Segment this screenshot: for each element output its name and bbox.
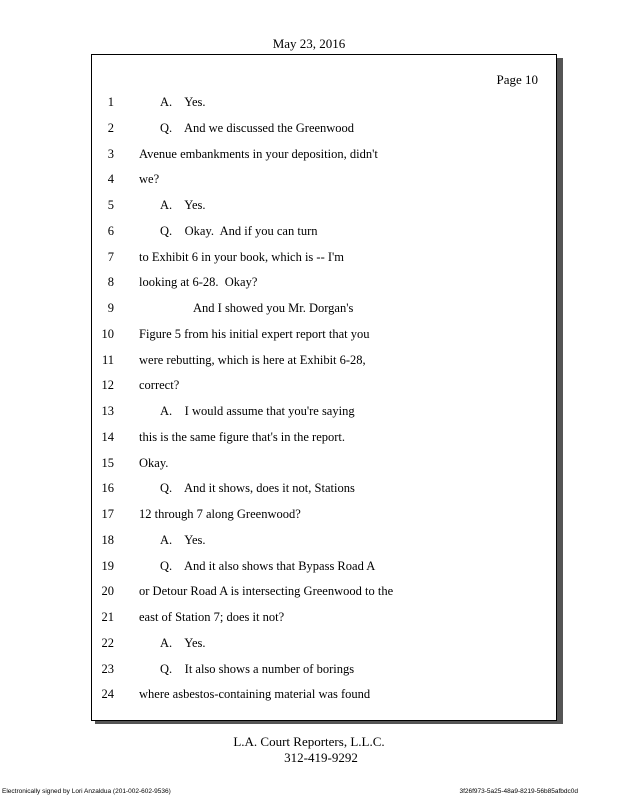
transcript-line [0,684,618,704]
line-text: Okay. [139,455,169,470]
line-number: 13 [101,404,114,418]
transcript-line [0,427,618,447]
line-number: 9 [107,301,114,315]
transcript-line [0,375,618,395]
footer-phone: 312-419-9292 [284,750,358,765]
line-number: 5 [107,198,114,212]
line-number: 2 [107,120,114,135]
footer-firm-name: L.A. Court Reporters, L.L.C. [233,734,385,749]
line-text: A. Yes. [160,635,206,650]
line-text: And I showed you Mr. Dorgan's [193,301,354,315]
line-number: 7 [107,249,114,264]
transcript-line [0,659,618,679]
line-number: 17 [101,507,114,521]
line-number: 10 [101,326,114,341]
line-text: Q. And it shows, does it not, Stations [160,481,355,496]
line-number: 18 [101,532,114,547]
line-text: A. Yes. [160,95,206,109]
document-id: 3f26f973-5a25-48a9-8219-56b85afbdc0d [459,788,578,795]
transcript-line [0,272,618,292]
transcript-line [0,530,618,550]
line-text: Q. Okay. And if you can turn [160,223,318,238]
line-number: 14 [101,429,114,444]
line-text: or Detour Road A is intersecting Greenwood to the [139,584,394,599]
transcript-line [0,478,618,498]
line-text: east of Station 7; does it not? [139,610,285,624]
transcript-line [0,247,618,267]
line-number: 11 [101,352,114,367]
line-number: 12 [101,378,114,393]
line-text: Figure 5 from his initial expert report that you [139,326,370,341]
transcript-line [0,401,618,421]
transcript-line [0,298,618,318]
line-text: looking at 6-28. Okay? [139,275,258,290]
transcript-line [0,633,618,653]
transcript-line [0,118,618,138]
line-text: 12 through 7 along Greenwood? [139,507,301,521]
line-text: A. I would assume that you're saying [160,404,355,418]
line-text: we? [139,172,160,187]
transcript-line [0,221,618,241]
line-text: Avenue embankments in your deposition, didn't [139,146,378,161]
line-number: 20 [101,584,114,599]
line-text: A. Yes. [160,198,206,212]
transcript-line [0,556,618,576]
line-text: A. Yes. [160,532,206,547]
line-text: Q. It also shows a number of borings [160,661,355,676]
transcript-line [0,169,618,189]
transcript-line [0,324,618,344]
line-text: Q. And we discussed the Greenwood [160,120,355,135]
line-text: where asbestos-containing material was found [139,687,371,702]
line-text: this is the same figure that's in the report. [139,429,346,444]
line-number: 3 [107,146,114,161]
line-number: 1 [107,95,114,109]
transcript-line [0,581,618,601]
line-number: 8 [107,275,114,290]
transcript-line [0,92,618,112]
line-number: 4 [107,172,114,187]
transcript-line [0,144,618,164]
transcript-line [0,607,618,627]
line-text: to Exhibit 6 in your book, which is -- I'm [139,249,345,264]
transcript-line [0,453,618,473]
page-number: Page 10 [496,72,538,87]
line-text: correct? [139,378,180,393]
line-number: 16 [101,481,114,496]
line-number: 23 [101,661,114,676]
line-text: were rebutting, which is here at Exhibit 6-28, [139,352,366,367]
line-text: Q. And it also shows that Bypass Road A [160,558,376,573]
line-number: 19 [101,558,114,573]
transcript-line [0,504,618,524]
line-number: 21 [101,610,114,624]
line-number: 24 [101,687,114,702]
electronic-signature-note: Electronically signed by Lori Anzaldua (201-002-602-9536) [2,788,171,795]
header-date: May 23, 2016 [272,36,346,51]
transcript-line [0,350,618,370]
line-number: 22 [101,635,114,650]
transcript-line [0,195,618,215]
line-number: 6 [107,223,114,238]
line-number: 15 [101,455,114,470]
